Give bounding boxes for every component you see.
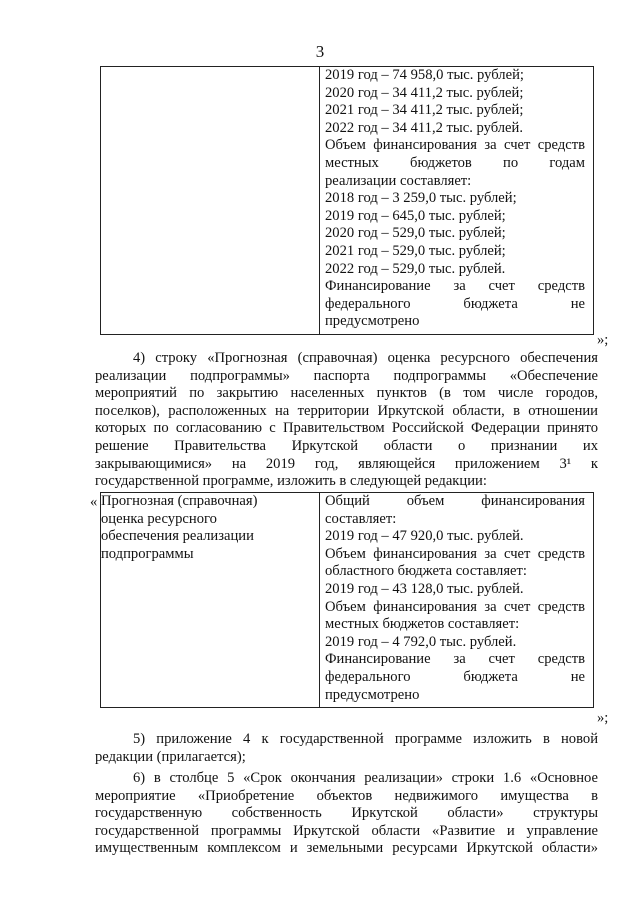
p6-line: государственную собственность Иркутской области» структуры <box>95 805 598 822</box>
t1-line: федерального бюджета не <box>325 295 585 312</box>
t1-line: 2019 год – 74 958,0 тыс. рублей; <box>325 67 524 83</box>
t1-line: 2021 год – 34 411,2 тыс. рублей; <box>325 102 524 119</box>
p4-line: поселков), расположенных на территории Иркутской области, в отношении <box>95 402 598 419</box>
t2-line: Финансирование за счет средств <box>325 651 585 668</box>
t2-line: Объем финансирования за счет средств <box>325 545 585 562</box>
t2-line: 2019 год – 4 792,0 тыс. рублей. <box>325 633 517 650</box>
t2-line: составляет: <box>325 510 397 527</box>
p6-line: мероприятие «Приобретение объектов недвижимого имущества в <box>95 787 598 804</box>
t1-line: 2022 год – 34 411,2 тыс. рублей. <box>325 119 523 136</box>
table1-right-cell <box>320 67 594 335</box>
p6-line: государственной программы Иркутской области «Развитие и управление <box>95 822 598 839</box>
table2-close-quote: »; <box>597 710 609 726</box>
p4-line: 4) строку «Прогнозная (справочная) оценка ресурсного обеспечения <box>133 350 598 366</box>
table1-close-quote: »; <box>597 332 609 348</box>
t2-line: Объем финансирования за счет средств <box>325 598 585 615</box>
p4-line: мероприятий по закрытию населенных пунктов (в том числе городов, <box>95 385 598 402</box>
paragraph-5 <box>95 731 598 766</box>
p4-line: реализации подпрограммы» паспорта подпрограммы «Обеспечение <box>95 367 598 384</box>
t2-line: областного бюджета составляет: <box>325 563 527 580</box>
t1-line: 2022 год – 529,0 тыс. рублей. <box>325 260 506 277</box>
paragraph-4 <box>95 350 598 491</box>
table2-left-cell <box>101 493 320 708</box>
t2-left-line: оценка ресурсного <box>101 510 217 527</box>
p4-line: решение Правительства Иркутской области о признании их <box>95 437 598 454</box>
p6-line: 6) в столбце 5 «Срок окончания реализации» строки 1.6 «Основное <box>133 770 598 786</box>
t1-line: Объем финансирования за счет средств <box>325 137 585 154</box>
t2-line: Общий объем финансирования <box>325 493 585 509</box>
p4-line: закрывающимися» на 2019 год, являющейся приложением 3¹ к <box>95 455 598 472</box>
financing-table-new <box>100 492 594 708</box>
t1-line: 2018 год – 3 259,0 тыс. рублей; <box>325 190 517 207</box>
t2-line: 2019 год – 47 920,0 тыс. рублей. <box>325 528 524 545</box>
t1-line: 2021 год – 529,0 тыс. рублей; <box>325 242 506 259</box>
t2-left-line: Прогнозная (справочная) <box>101 493 258 509</box>
t1-line: Финансирование за счет средств <box>325 278 585 295</box>
page-number: 3 <box>315 42 325 61</box>
t1-line: 2020 год – 529,0 тыс. рублей; <box>325 225 506 242</box>
t2-left-line: обеспечения реализации <box>101 528 254 545</box>
p4-line: которых по согласованию с Правительством Российской Федерации принято <box>95 420 598 437</box>
t1-line: 2020 год – 34 411,2 тыс. рублей; <box>325 84 524 101</box>
t1-line: 2019 год – 645,0 тыс. рублей; <box>325 207 506 224</box>
p5-line: 5) приложение 4 к государственной программе изложить в новой <box>133 731 598 747</box>
t2-line: местных бюджетов составляет: <box>325 616 520 633</box>
table2-right-cell <box>320 493 594 708</box>
p5-line: редакции (прилагается); <box>95 748 246 765</box>
p6-line: имущественным комплексом и земельными ресурсами Иркутской области» <box>95 840 598 857</box>
t1-line: местных бюджетов по годам <box>325 154 585 171</box>
paragraph-6 <box>95 770 598 858</box>
t1-line: предусмотрено <box>325 313 420 330</box>
financing-table-continued <box>100 66 594 335</box>
p4-line: государственной программе, изложить в следующей редакции: <box>95 473 487 490</box>
t2-line: 2019 год – 43 128,0 тыс. рублей. <box>325 580 524 597</box>
t2-line: предусмотрено <box>325 686 420 703</box>
table1-left-cell <box>101 67 320 335</box>
t2-line: федерального бюджета не <box>325 668 585 685</box>
table2-open-quote: « <box>90 494 98 510</box>
t1-line: реализации составляет: <box>325 172 472 189</box>
t2-left-line: подпрограммы <box>101 545 194 562</box>
